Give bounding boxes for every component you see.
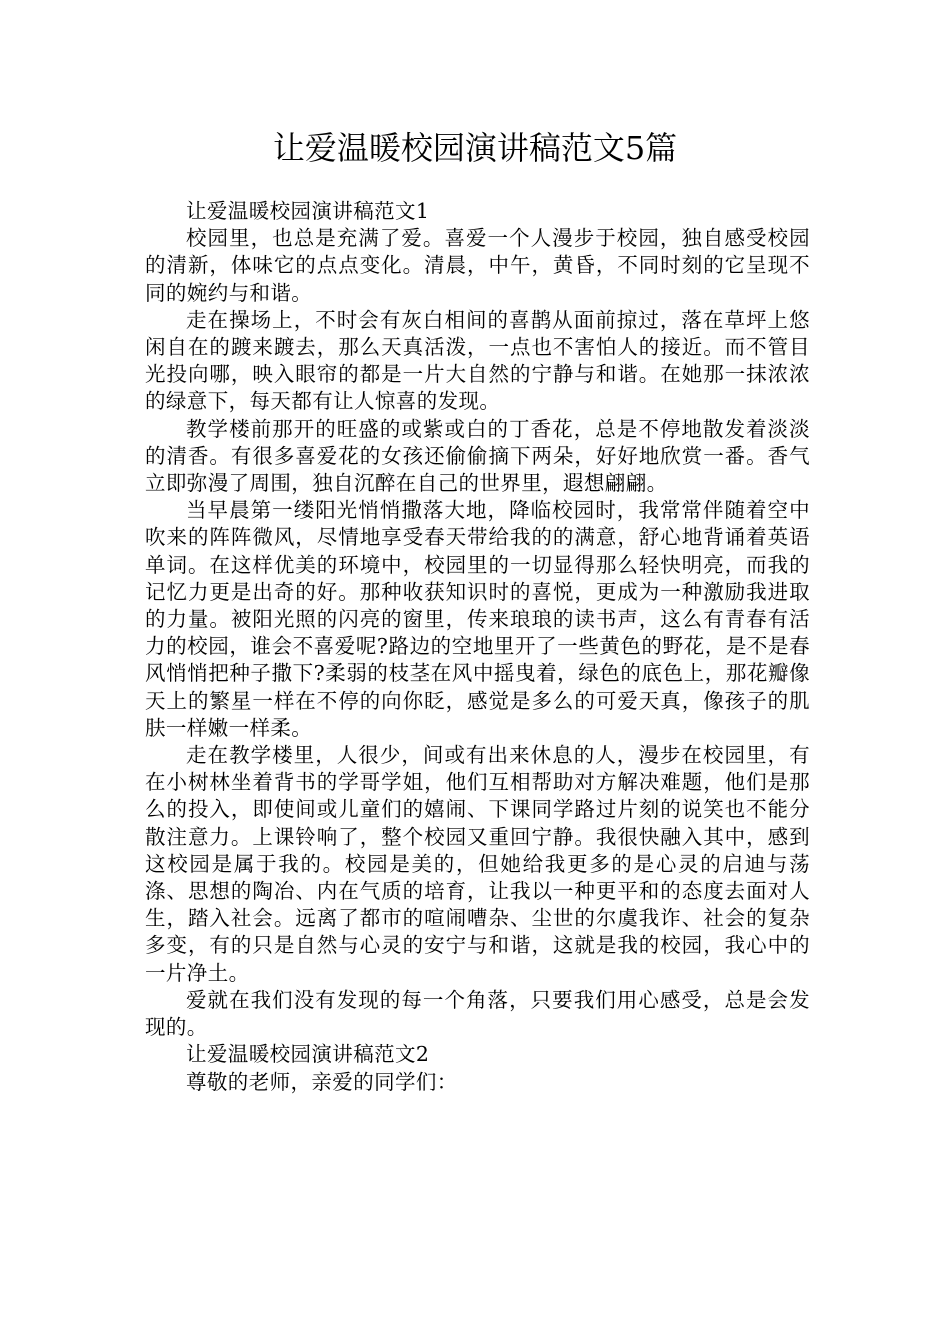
salutation: 尊敬的老师，亲爱的同学们：	[186, 1069, 458, 1094]
paragraph: 当早晨第一缕阳光悄悄撒落大地，降临校园时，我常常伴随着空中吹来的阵阵微风，尽情地享受春天带给我的的满意，舒心地背诵着英语单词。在这样优美的环境中，校园里的一切显得那么轻快明亮，而我的记忆力更是出奇的好。那种收获知识时的喜悦，更成为一种激励我进取的力量。被阳光照的闪亮的窗里，传来琅琅的读书声，这么有青春有活力的校园，谁会不喜爱呢?路边的空地里开了一些黄色的野花，是不是春风悄悄把种子撒下?柔弱的枝茎在风中摇曳着，绿色的底色上，那花瓣像天上的繁星一样在不停的向你眨，感觉是多么的可爱天真，像孩子的肌肤一样嫩一样柔。	[145, 498, 810, 740]
document-title: 让爱温暖校园演讲稿范文5篇	[272, 129, 678, 167]
section-heading-1: 让爱温暖校园演讲稿范文1	[186, 199, 430, 223]
paragraph: 教学楼前那开的旺盛的或紫或白的丁香花，总是不停地散发着淡淡的清香。有很多喜爱花的女孩还偷偷摘下两朵，好好地欣赏一番。香气立即弥漫了周围，独自沉醉在自己的世界里，遐想翩翩。	[145, 416, 810, 496]
section-heading-2: 让爱温暖校园演讲稿范文2	[186, 1042, 430, 1067]
document-body	[145, 198, 810, 1096]
paragraph: 校园里，也总是充满了爱。喜爱一个人漫步于校园，独自感受校园的清新，体味它的点点变化。清晨，中午，黄昏，不同时刻的它呈现不同的婉约与和谐。	[145, 226, 810, 305]
paragraph: 爱就在我们没有发现的每一个角落，只要我们用心感受，总是会发现的。	[145, 987, 810, 1040]
paragraph: 走在操场上，不时会有灰白相间的喜鹊从面前掠过，落在草坪上悠闲自在的踱来踱去，那么天真活泼，一点也不害怕人的接近。而不管目光投向哪，映入眼帘的都是一片大自然的宁静与和谐。在她那一抹浓浓的绿意下，每天都有让人惊喜的发现。	[145, 307, 810, 414]
paragraph: 走在教学楼里，人很少，间或有出来休息的人，漫步在校园里，有在小树林坐着背书的学哥学姐，他们互相帮助对方解决难题，他们是那么的投入，即使间或儿童们的嬉闹、下课同学路过片刻的说笑也不能分散注意力。上课铃响了，整个校园又重回宁静。我很快融入其中，感到这校园是属于我的。校园是美的，但她给我更多的是心灵的启迪与荡涤、思想的陶冶、内在气质的培育，让我以一种更平和的态度去面对人生，踏入社会。远离了都市的喧闹嘈杂、尘世的尔虞我诈、社会的复杂多变，有的只是自然与心灵的安宁与和谐，这就是我的校园，我心中的一片净土。	[145, 743, 810, 985]
